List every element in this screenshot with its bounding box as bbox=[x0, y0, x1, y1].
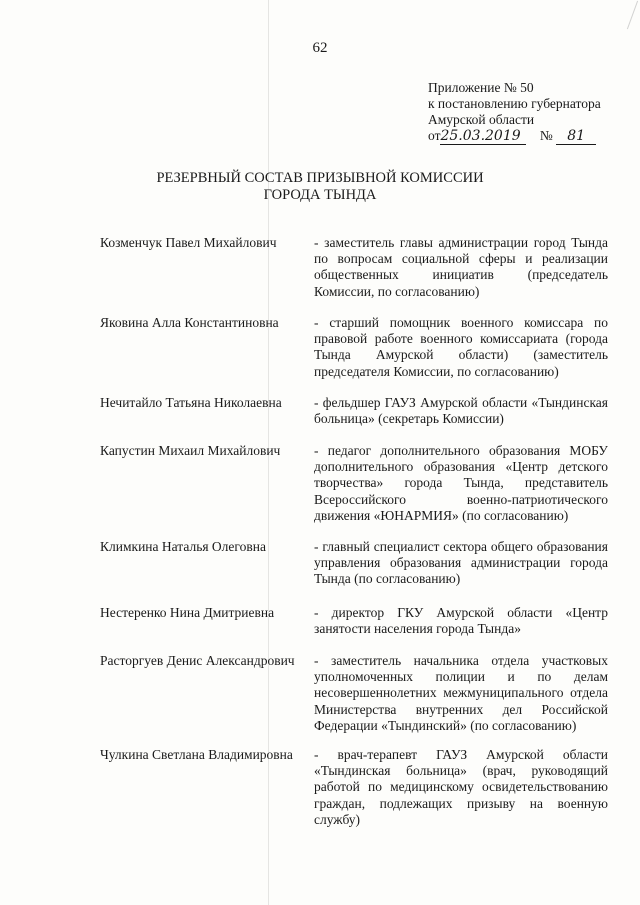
number-prefix: № bbox=[539, 128, 553, 143]
member-role: - старший помощник военного комиссара по правовой работе военного комиссариата (города Тында Амурской области) (заместитель председателя Комиссии, по согласованию) bbox=[314, 315, 608, 379]
handwritten-date: 25.03.2019 bbox=[440, 129, 526, 145]
date-prefix: от bbox=[428, 128, 441, 143]
handwritten-number: 81 bbox=[556, 129, 596, 145]
appendix-line: к постановлению губернатора bbox=[428, 96, 601, 111]
member-role: - директор ГКУ Амурской области «Центр занятости населения города Тында» bbox=[314, 605, 608, 637]
member-role: - заместитель главы администрации город Тында по вопросам социальной сферы и реализации общественных инициатив (председатель Комиссии, по согласованию) bbox=[314, 235, 608, 299]
scan-artifact-line bbox=[627, 1, 638, 30]
member-role: - врач-терапевт ГАУЗ Амурской области «Тындинская больница» (врач, руководящий работой по медицинскому освидетельствованию граждан, подлежащих призыву на военную службу) bbox=[314, 747, 608, 827]
member-role: - педагог дополнительного образования МОБУ дополнительного образования «Центр детского творчества» города Тында, представитель Всероссийского военно-патриотического движения «ЮНАРМИЯ» (по согласованию) bbox=[314, 443, 608, 523]
member-name: Яковина Алла Константиновна bbox=[100, 315, 279, 330]
member-role: - фельдшер ГАУЗ Амурской области «Тындинская больница» (секретарь Комиссии) bbox=[314, 395, 608, 427]
member-name: Нечитайло Татьяна Николаевна bbox=[100, 395, 282, 410]
member-name: Нестеренко Нина Дмитриевна bbox=[100, 605, 275, 620]
member-name: Козменчук Павел Михайлович bbox=[100, 235, 277, 250]
document-title bbox=[0, 170, 640, 204]
member-name: Расторгуев Денис Александрович bbox=[100, 653, 295, 668]
member-role: - главный специалист сектора общего образования управления образования администрации города Тында (по согласованию) bbox=[314, 539, 608, 587]
title-line: ГОРОДА ТЫНДА bbox=[263, 187, 377, 203]
appendix-line: Приложение № 50 bbox=[428, 80, 534, 95]
title-line: РЕЗЕРВНЫЙ СОСТАВ ПРИЗЫВНОЙ КОМИССИИ bbox=[156, 170, 484, 186]
appendix-block bbox=[428, 80, 601, 145]
member-name: Климкина Наталья Олеговна bbox=[100, 539, 266, 554]
appendix-date-line bbox=[428, 128, 601, 145]
member-name: Капустин Михаил Михайлович bbox=[100, 443, 281, 458]
member-name: Чулкина Светлана Владимировна bbox=[100, 747, 293, 762]
page-number: 62 bbox=[312, 40, 328, 56]
appendix-line: Амурской области bbox=[428, 112, 535, 127]
member-role: - заместитель начальника отдела участковых уполномоченных полиции и по делам несовершеннолетних межмуниципального отдела Министерства внутренних дел Российской Федерации «Тындинский» (по согласованию) bbox=[314, 653, 608, 733]
